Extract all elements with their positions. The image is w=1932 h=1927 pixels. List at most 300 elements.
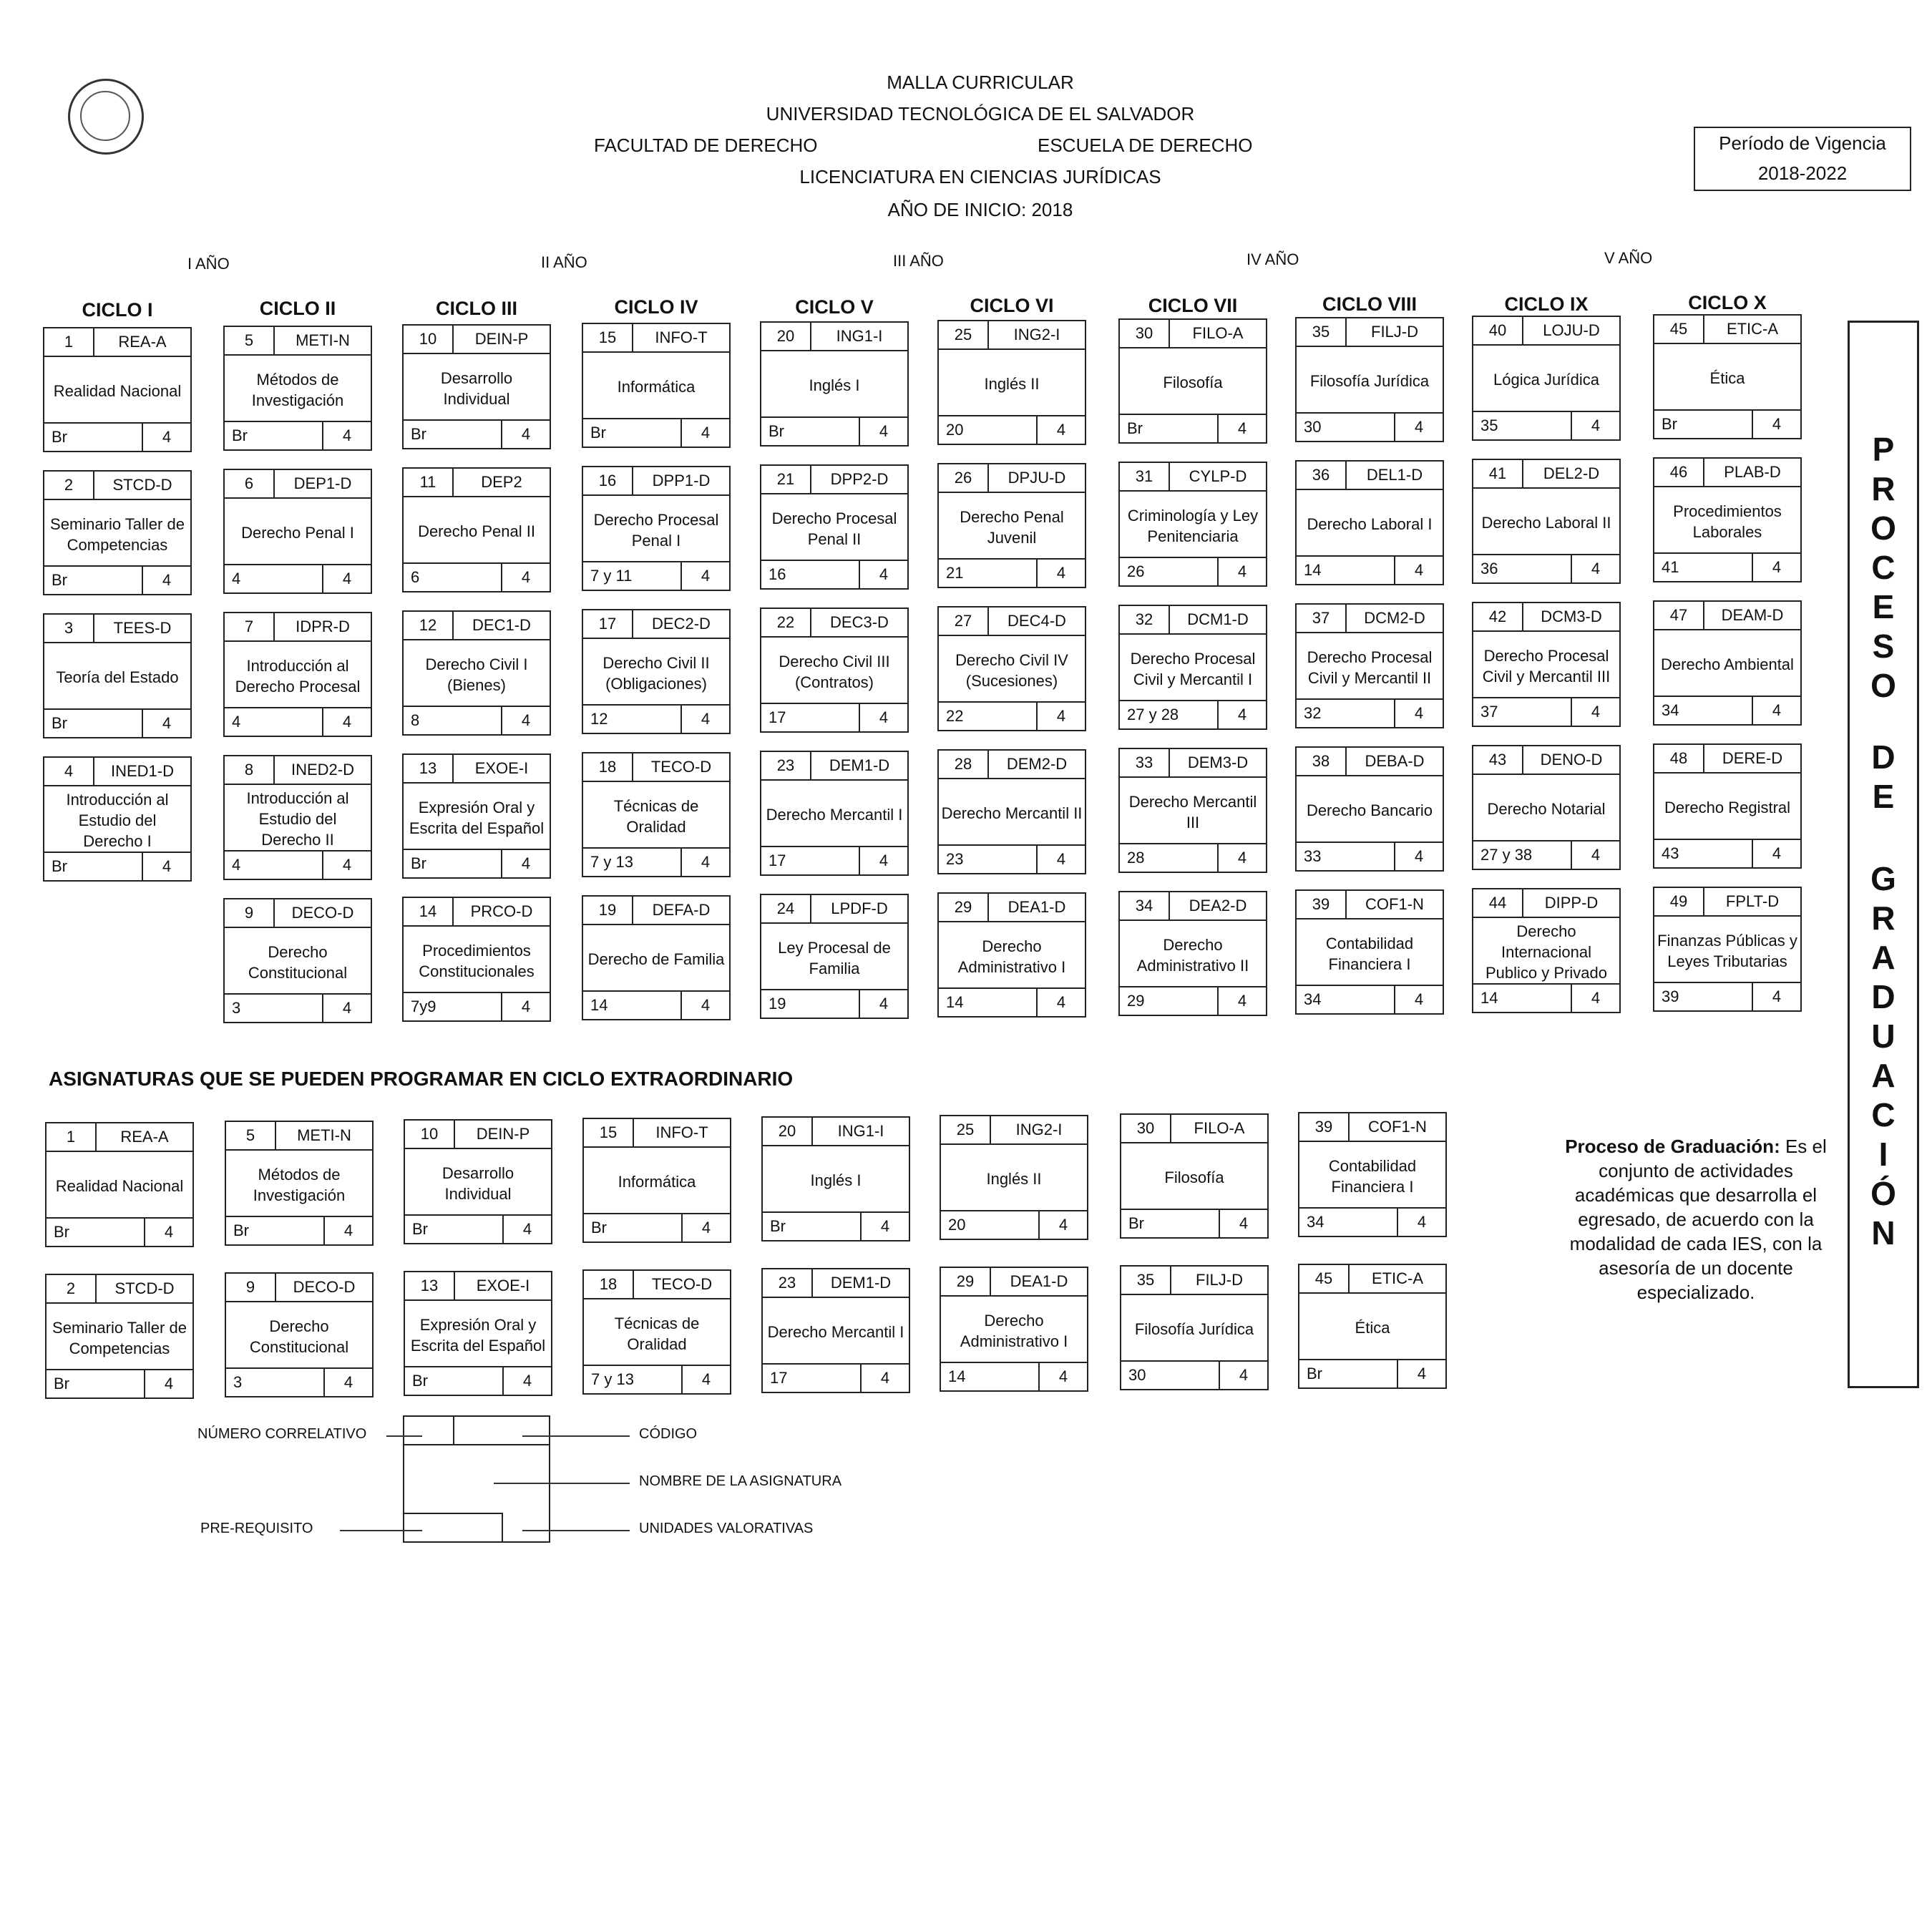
course-name: Contabilidad Financiera I <box>1325 934 1414 973</box>
course-prerequisite: Br <box>1121 1209 1220 1237</box>
course-code: DEA1-D <box>991 1268 1087 1297</box>
course-uv: 4 <box>1753 982 1800 1010</box>
course-prerequisite: 23 <box>939 844 1038 873</box>
header-school: ESCUELA DE DERECHO <box>1038 135 1253 156</box>
course-name: Informática <box>617 378 696 396</box>
course-name: Derecho Registral <box>1664 799 1791 816</box>
course-uv: 4 <box>860 560 907 588</box>
course-card <box>1472 888 1621 1013</box>
course-name: Desarrollo Individual <box>440 369 513 408</box>
course-name: Derecho Procesal Civil y Mercantil II <box>1307 648 1433 687</box>
course-card <box>404 1119 552 1244</box>
course-card <box>225 1121 374 1246</box>
proceso-letter: G <box>1870 860 1896 897</box>
course-prerequisite: 35 <box>1473 411 1572 439</box>
course-number: 13 <box>404 755 454 784</box>
course-card <box>223 326 372 451</box>
course-uv: 4 <box>1219 557 1266 585</box>
course-prerequisite: Br <box>583 418 682 447</box>
course-name: Derecho Civil II (Obligaciones) <box>602 653 710 693</box>
proceso-letter: I <box>1878 1136 1888 1173</box>
course-code: DEM1-D <box>811 752 907 781</box>
course-prerequisite: 17 <box>761 703 860 731</box>
course-name: Derecho Administrativo I <box>960 1311 1068 1350</box>
course-number: 1 <box>44 328 94 357</box>
course-code: DENO-D <box>1523 746 1619 775</box>
course-name: Introducción al Estudio del Derecho II <box>246 789 349 849</box>
course-number: 26 <box>939 464 989 493</box>
course-code: CYLP-D <box>1170 463 1266 492</box>
course-number: 15 <box>584 1119 634 1148</box>
course-code: DEA2-D <box>1170 892 1266 921</box>
course-card <box>404 1271 552 1396</box>
course-code: DEC1-D <box>454 612 550 640</box>
course-card <box>43 613 192 738</box>
course-number: 25 <box>941 1116 991 1145</box>
course-prerequisite: Br <box>405 1366 504 1395</box>
course-number: 4 <box>44 758 94 786</box>
course-card <box>1298 1112 1447 1237</box>
course-number: 5 <box>226 1122 276 1151</box>
course-card <box>223 898 372 1023</box>
course-code: DEM2-D <box>989 751 1085 779</box>
course-prerequisite: Br <box>763 1211 862 1240</box>
course-number: 15 <box>583 324 633 353</box>
course-name: Técnicas de Oralidad <box>614 1314 700 1353</box>
course-number: 10 <box>405 1121 455 1149</box>
course-card <box>1295 746 1444 872</box>
legend-prereq: PRE-REQUISITO <box>200 1521 313 1536</box>
course-card <box>1118 318 1267 444</box>
course-uv: 4 <box>1038 558 1085 587</box>
course-card <box>937 320 1086 445</box>
header-university: UNIVERSIDAD TECNOLÓGICA DE EL SALVADOR <box>766 103 1195 125</box>
course-card <box>760 751 909 876</box>
course-name: Ley Procesal de Familia <box>778 938 891 977</box>
course-uv: 4 <box>504 1366 551 1395</box>
course-number: 48 <box>1654 745 1704 774</box>
course-uv: 4 <box>502 562 550 591</box>
course-number: 2 <box>44 472 94 500</box>
course-number: 16 <box>583 467 633 496</box>
course-card <box>937 892 1086 1018</box>
course-prerequisite: 14 <box>1473 983 1572 1012</box>
course-prerequisite: 20 <box>941 1210 1040 1239</box>
course-number: 35 <box>1297 318 1347 347</box>
course-number: 40 <box>1473 317 1523 346</box>
course-card <box>582 1269 731 1395</box>
course-uv: 4 <box>862 1211 909 1240</box>
course-number: 38 <box>1297 748 1347 776</box>
course-uv: 4 <box>1219 414 1266 442</box>
course-name: Ética <box>1709 369 1745 387</box>
vigencia-label: Período de Vigencia <box>1719 132 1886 154</box>
course-uv: 4 <box>1395 555 1443 584</box>
course-code: DPP2-D <box>811 466 907 494</box>
ciclo-header: CICLO II <box>259 298 336 319</box>
ciclo-header: CICLO I <box>82 299 153 321</box>
course-number: 18 <box>583 753 633 782</box>
proceso-letter: A <box>1871 939 1896 976</box>
course-name: Ética <box>1355 1319 1390 1337</box>
course-card <box>582 895 731 1020</box>
course-prerequisite: 4 <box>225 707 323 736</box>
course-code: DECO-D <box>275 899 371 928</box>
proceso-letter: O <box>1870 667 1896 704</box>
course-prerequisite: 17 <box>761 846 860 874</box>
course-prerequisite: 30 <box>1297 412 1395 441</box>
course-prerequisite: Br <box>44 852 143 880</box>
course-name: Métodos de Investigación <box>251 370 344 409</box>
course-name: Derecho Mercantil III <box>1128 792 1257 831</box>
extra-section-title: ASIGNATURAS QUE SE PUEDEN PROGRAMAR EN CICLO EXTRAORDINARIO <box>49 1068 794 1090</box>
header-career: LICENCIATURA EN CIENCIAS JURÍDICAS <box>799 166 1161 187</box>
course-number: 12 <box>404 612 454 640</box>
course-prerequisite: 14 <box>1297 555 1395 584</box>
course-prerequisite: 12 <box>583 704 682 733</box>
course-card <box>223 469 372 594</box>
ciclo-header: CICLO X <box>1688 292 1767 313</box>
course-number: 3 <box>44 615 94 643</box>
course-uv: 4 <box>682 990 729 1019</box>
course-name: Filosofía <box>1164 1169 1224 1186</box>
course-code: INED1-D <box>94 758 190 786</box>
course-uv: 4 <box>504 1214 551 1243</box>
course-code: STCD-D <box>97 1275 192 1304</box>
course-name: Introducción al Estudio del Derecho I <box>66 791 169 850</box>
course-prerequisite: 37 <box>1473 697 1572 726</box>
course-number: 20 <box>763 1118 813 1146</box>
course-number: 5 <box>225 327 275 356</box>
course-code: DEP1-D <box>275 470 371 499</box>
course-number: 7 <box>225 613 275 642</box>
year-label: IV AÑO <box>1246 250 1299 268</box>
course-prerequisite: 14 <box>583 990 682 1019</box>
proceso-letter: C <box>1871 1096 1896 1133</box>
course-card <box>1118 462 1267 587</box>
course-uv: 4 <box>862 1363 909 1392</box>
course-name: Derecho Notarial <box>1487 800 1606 818</box>
course-number: 31 <box>1120 463 1170 492</box>
course-uv: 4 <box>1220 1360 1267 1389</box>
course-number: 9 <box>225 899 275 928</box>
course-uv: 4 <box>502 419 550 448</box>
header-title: MALLA CURRICULAR <box>887 72 1074 93</box>
course-uv: 4 <box>683 1213 730 1241</box>
course-uv: 4 <box>143 565 190 594</box>
course-card <box>43 470 192 595</box>
course-code: INFO-T <box>634 1119 730 1148</box>
course-number: 42 <box>1473 603 1523 632</box>
course-prerequisite: 3 <box>226 1367 325 1396</box>
course-number: 11 <box>404 469 454 497</box>
course-card <box>940 1115 1088 1240</box>
course-card <box>582 1118 731 1243</box>
course-name: Finanzas Públicas y Leyes Tributarias <box>1657 931 1797 970</box>
course-number: 17 <box>583 610 633 639</box>
course-prerequisite: 6 <box>404 562 502 591</box>
course-uv: 4 <box>1572 840 1619 869</box>
course-number: 21 <box>761 466 811 494</box>
course-uv: 4 <box>1219 843 1266 872</box>
course-uv: 4 <box>1395 985 1443 1013</box>
course-card <box>1472 459 1621 584</box>
course-prerequisite: 7 y 13 <box>584 1365 683 1393</box>
course-uv: 4 <box>682 561 729 590</box>
course-prerequisite: Br <box>761 416 860 445</box>
course-card <box>225 1272 374 1397</box>
course-card <box>1295 603 1444 728</box>
course-card <box>1298 1264 1447 1389</box>
course-code: ETIC-A <box>1704 316 1800 344</box>
course-prerequisite: Br <box>404 849 502 877</box>
course-name: Derecho Penal Juvenil <box>960 507 1064 547</box>
course-name: Seminario Taller de Competencias <box>52 1318 187 1357</box>
course-prerequisite: 43 <box>1654 839 1753 867</box>
header-faculty: FACULTAD DE DERECHO <box>594 135 818 156</box>
course-code: DEL1-D <box>1347 462 1443 490</box>
course-card <box>223 755 372 880</box>
course-uv: 4 <box>682 418 729 447</box>
proceso-letter: R <box>1871 470 1896 507</box>
course-number: 25 <box>939 321 989 350</box>
course-prerequisite: 41 <box>1654 552 1753 581</box>
course-number: 33 <box>1120 749 1170 778</box>
legend-codigo: CÓDIGO <box>639 1426 698 1442</box>
course-name: Derecho Procesal Civil y Mercantil III <box>1482 646 1611 686</box>
course-number: 30 <box>1120 320 1170 348</box>
course-card <box>1653 314 1802 439</box>
course-card <box>1118 605 1267 730</box>
course-name: Lógica Jurídica <box>1493 371 1599 389</box>
course-code: DEIN-P <box>455 1121 551 1149</box>
course-code: DPJU-D <box>989 464 1085 493</box>
course-code: FPLT-D <box>1704 888 1800 917</box>
course-uv: 4 <box>1395 698 1443 727</box>
course-number: 27 <box>939 608 989 636</box>
course-prerequisite: Br <box>44 422 143 451</box>
course-uv: 4 <box>143 852 190 880</box>
course-uv: 4 <box>860 989 907 1018</box>
course-prerequisite: 28 <box>1120 843 1219 872</box>
course-name: Introducción al Derecho Procesal <box>235 656 361 696</box>
course-code: DCM2-D <box>1347 605 1443 633</box>
course-uv: 4 <box>145 1369 192 1397</box>
course-prerequisite: Br <box>1654 409 1753 438</box>
course-code: DEIN-P <box>454 326 550 354</box>
course-code: DEC2-D <box>633 610 729 639</box>
course-number: 22 <box>761 609 811 638</box>
graduacion-title: Proceso de Graduación: <box>1565 1136 1780 1157</box>
course-code: STCD-D <box>94 472 190 500</box>
ciclo-header: CICLO IX <box>1504 293 1589 315</box>
course-number: 32 <box>1120 606 1170 635</box>
course-card <box>45 1274 194 1399</box>
university-seal <box>68 79 144 155</box>
course-number: 6 <box>225 470 275 499</box>
course-name: Derecho Administrativo I <box>957 937 1066 976</box>
course-uv: 4 <box>1753 839 1800 867</box>
course-uv: 4 <box>682 847 729 876</box>
course-number: 13 <box>405 1272 455 1301</box>
course-code: DEL2-D <box>1523 460 1619 489</box>
course-name: Derecho Mercantil I <box>766 806 903 824</box>
course-card <box>582 609 731 734</box>
proceso-letter: S <box>1872 628 1895 665</box>
year-label: III AÑO <box>893 252 944 270</box>
course-uv: 4 <box>1753 696 1800 724</box>
course-prerequisite: Br <box>44 708 143 737</box>
course-number: 34 <box>1120 892 1170 921</box>
course-code: DEBA-D <box>1347 748 1443 776</box>
course-card <box>1120 1113 1269 1239</box>
course-uv: 4 <box>325 1367 372 1396</box>
course-prerequisite: 39 <box>1654 982 1753 1010</box>
course-number: 2 <box>47 1275 97 1304</box>
course-number: 14 <box>404 898 454 927</box>
course-prerequisite: Br <box>404 419 502 448</box>
course-code: EXOE-I <box>454 755 550 784</box>
course-number: 19 <box>583 897 633 925</box>
course-code: DEFA-D <box>633 897 729 925</box>
course-code: DCM3-D <box>1523 603 1619 632</box>
proceso-letter: U <box>1871 1018 1896 1055</box>
course-card <box>760 321 909 447</box>
course-code: DEAM-D <box>1704 602 1800 630</box>
course-number: 49 <box>1654 888 1704 917</box>
proceso-letter: E <box>1872 588 1895 625</box>
course-prerequisite: 27 y 38 <box>1473 840 1572 869</box>
course-uv: 4 <box>1040 1210 1087 1239</box>
course-card <box>1295 317 1444 442</box>
course-uv: 4 <box>143 422 190 451</box>
course-code: TECO-D <box>633 753 729 782</box>
course-name: Inglés I <box>809 376 860 394</box>
course-code: INFO-T <box>633 324 729 353</box>
course-uv: 4 <box>1398 1359 1445 1387</box>
course-code: FILJ-D <box>1347 318 1443 347</box>
course-uv: 4 <box>502 706 550 734</box>
course-name: Criminología y Ley Penitenciaria <box>1127 506 1259 545</box>
ciclo-header: CICLO VI <box>970 295 1054 316</box>
course-prerequisite: Br <box>226 1216 325 1244</box>
course-uv: 4 <box>502 992 550 1020</box>
course-card <box>1118 748 1267 873</box>
course-name: Informática <box>618 1173 696 1191</box>
course-number: 35 <box>1121 1267 1171 1295</box>
course-code: DEP2 <box>454 469 550 497</box>
course-code: REA-A <box>97 1123 192 1152</box>
course-uv: 4 <box>860 416 907 445</box>
course-number: 9 <box>226 1274 276 1302</box>
proceso-letter: Ó <box>1870 1175 1896 1212</box>
course-code: ING1-I <box>811 323 907 351</box>
year-label: I AÑO <box>187 255 230 273</box>
course-number: 46 <box>1654 459 1704 487</box>
course-uv: 4 <box>1219 986 1266 1015</box>
course-prerequisite: 7 y 11 <box>583 561 682 590</box>
course-name: Derecho Mercantil I <box>767 1323 904 1341</box>
course-number: 23 <box>763 1269 813 1298</box>
course-code: ING2-I <box>989 321 1085 350</box>
course-prerequisite: Br <box>47 1369 145 1397</box>
course-number: 36 <box>1297 462 1347 490</box>
course-prerequisite: 27 y 28 <box>1120 700 1219 728</box>
course-uv: 4 <box>860 846 907 874</box>
course-name: Derecho de Familia <box>587 950 725 968</box>
course-card <box>1653 743 1802 869</box>
course-name: Derecho Penal I <box>241 524 354 542</box>
course-name: Derecho Procesal Penal I <box>593 510 719 550</box>
course-code: DEC4-D <box>989 608 1085 636</box>
course-code: EXOE-I <box>455 1272 551 1301</box>
course-card <box>582 752 731 877</box>
course-prerequisite: 36 <box>1473 554 1572 582</box>
course-prerequisite: Br <box>47 1217 145 1246</box>
course-card <box>402 467 551 592</box>
course-name: Teoría del Estado <box>56 668 179 686</box>
course-name: Métodos de Investigación <box>253 1165 346 1204</box>
course-prerequisite: 34 <box>1297 985 1395 1013</box>
course-number: 20 <box>761 323 811 351</box>
course-uv: 4 <box>1398 1207 1445 1236</box>
course-uv: 4 <box>1572 411 1619 439</box>
proceso-graduacion-box <box>1848 321 1919 1388</box>
course-prerequisite: 3 <box>225 993 323 1022</box>
ciclo-header: CICLO VIII <box>1322 293 1417 315</box>
course-card <box>43 756 192 882</box>
course-uv: 4 <box>323 850 371 879</box>
course-prerequisite: 33 <box>1297 841 1395 870</box>
course-card <box>1118 891 1267 1016</box>
course-card <box>1653 457 1802 582</box>
course-prerequisite: Br <box>1120 414 1219 442</box>
course-card <box>1295 889 1444 1015</box>
course-prerequisite: 20 <box>939 415 1038 444</box>
course-number: 41 <box>1473 460 1523 489</box>
course-card <box>940 1267 1088 1392</box>
course-code: METI-N <box>275 327 371 356</box>
course-card <box>402 897 551 1022</box>
course-name: Filosofía Jurídica <box>1134 1320 1254 1338</box>
year-label: II AÑO <box>541 253 587 271</box>
course-uv: 4 <box>1038 701 1085 730</box>
course-number: 45 <box>1299 1265 1350 1294</box>
course-number: 39 <box>1299 1113 1350 1142</box>
course-name: Derecho Ambiental <box>1661 655 1794 673</box>
course-prerequisite: 19 <box>761 989 860 1018</box>
course-name: Filosofía <box>1163 374 1223 391</box>
course-prerequisite: 30 <box>1121 1360 1220 1389</box>
course-prerequisite: 17 <box>763 1363 862 1392</box>
course-code: DEM3-D <box>1170 749 1266 778</box>
course-prerequisite: 21 <box>939 558 1038 587</box>
proceso-letter: E <box>1872 778 1895 815</box>
course-name: Derecho Bancario <box>1306 801 1433 819</box>
course-card <box>937 463 1086 588</box>
course-prerequisite: 14 <box>939 987 1038 1016</box>
course-prerequisite: Br <box>1299 1359 1398 1387</box>
course-number: 18 <box>584 1271 634 1299</box>
course-code: DEM1-D <box>813 1269 909 1298</box>
course-name: Realidad Nacional <box>53 382 182 400</box>
course-prerequisite: 16 <box>761 560 860 588</box>
year-label: V AÑO <box>1604 249 1653 267</box>
course-number: 44 <box>1473 889 1523 918</box>
course-uv: 4 <box>1038 987 1085 1016</box>
course-uv: 4 <box>1753 409 1800 438</box>
course-code: ING2-I <box>991 1116 1087 1145</box>
